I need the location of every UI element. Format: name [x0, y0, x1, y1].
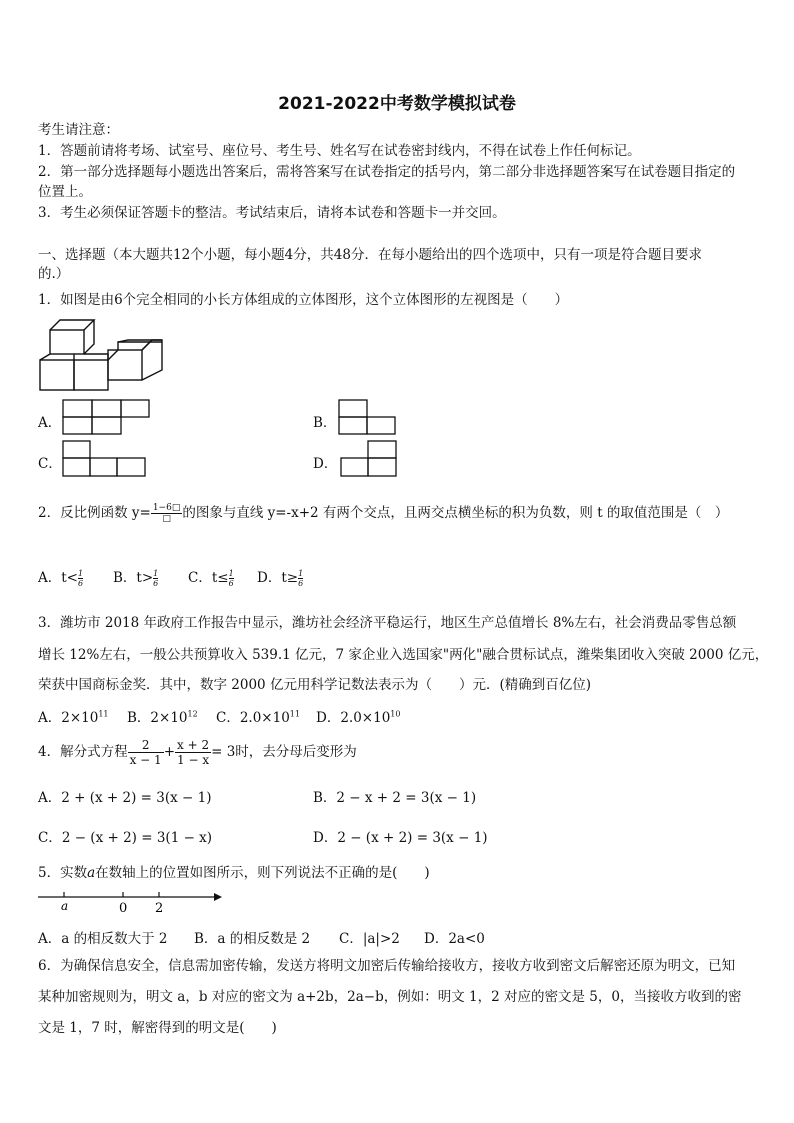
notice-heading: 考生请注意： — [38, 122, 119, 138]
q2-option-b-den: 6 — [153, 579, 159, 588]
q1-option-d-label[interactable]: D． — [313, 456, 338, 472]
notice-item-2-cont: 位置上。 — [38, 184, 92, 200]
q1-solid-figure — [38, 318, 164, 393]
q2-option-d[interactable] — [257, 566, 303, 588]
q5-axis-label-two: 2 — [155, 901, 164, 916]
q5-variable: a — [87, 865, 96, 881]
q3-option-d-exp: 10 — [390, 709, 401, 719]
q3-line3: 荣获中国商标金奖．其中，数字 2000 亿元用科学记数法表示为（ ）元．(精确到百亿位) — [38, 677, 591, 693]
q2-option-c-num: 1 — [228, 569, 234, 578]
q2-option-d-den: 6 — [298, 579, 304, 588]
q2-option-a-num: 1 — [78, 569, 84, 578]
q5-stem-pre: 5．实数 — [38, 865, 88, 881]
q4-plus: + — [163, 744, 175, 760]
q1-option-c-figure — [62, 440, 146, 477]
page-title: 2021-2022中考数学模拟试卷 — [278, 94, 516, 114]
q3-option-c-exp: 11 — [289, 709, 300, 719]
q2-option-c-fraction — [229, 569, 234, 588]
q2-option-a[interactable] — [38, 566, 83, 588]
q2-option-c-den: 6 — [228, 579, 234, 588]
q4-option-a[interactable]: A．2 + (x + 2) = 3(x − 1) — [38, 790, 212, 806]
q4-option-c[interactable]: C．2 − (x + 2) = 3(1 − x) — [38, 830, 213, 846]
q4-f2-num: x + 2 — [177, 738, 210, 752]
q4-fraction-2 — [175, 738, 211, 767]
q4-equals: = 3 — [211, 744, 236, 760]
q4-stem-post: 时，去分母后变形为 — [235, 744, 357, 760]
q4-stem — [38, 736, 357, 768]
notice-item-1: 1．答题前请将考场、试室号、座位号、考生号、姓名写在试卷密封线内，不得在试卷上作任何标记。 — [38, 143, 641, 159]
q2-option-b-fraction — [153, 569, 158, 588]
q2-option-b-num: 1 — [153, 569, 159, 578]
q5-stem — [38, 864, 430, 882]
q2-fraction — [151, 503, 183, 524]
section-heading-line2: 的.） — [38, 266, 70, 282]
q5-option-b[interactable]: B．a 的相反数是 2 — [194, 931, 311, 947]
section-heading-line1: 一、选择题（本大题共12个小题，每小题4分，共48分．在每小题给出的四个选项中，只有一项是符合题目要求 — [38, 247, 702, 263]
q2-option-a-label: A．t< — [38, 570, 78, 586]
q1-option-c-label[interactable]: C． — [38, 456, 62, 472]
q2-option-a-fraction — [78, 569, 83, 588]
q2-option-d-fraction — [298, 569, 303, 588]
q4-option-b[interactable]: B．2 − x + 2 = 3(x − 1) — [313, 790, 477, 806]
q1-stem: 1．如图是由6个完全相同的小长方体组成的立体图形，这个立体图形的左视图是（ ） — [38, 292, 569, 308]
q1-option-d-figure — [340, 440, 397, 477]
q3-option-c[interactable] — [216, 706, 300, 726]
q1-option-a-figure — [62, 399, 150, 435]
q2-stem-pre: 2．反比例函数 y= — [38, 505, 151, 521]
q3-option-b-exp: 12 — [187, 709, 198, 719]
q4-f2-den: 1 − x — [177, 753, 210, 767]
q6-line2: 某种加密规则为，明文 a，b 对应的密文为 a+2b，2a−b，例如：明文 1，2 对应的密文是 5，0，当接收方收到的密 — [38, 989, 742, 1005]
q5-axis-label-a: a — [61, 899, 69, 913]
q1-option-b-figure — [338, 399, 396, 435]
q1-option-a-label[interactable]: A． — [38, 415, 62, 431]
q3-option-b-label: B．2×10 — [127, 710, 188, 726]
q3-option-a-label: A．2×10 — [38, 710, 99, 726]
q2-option-d-label: D．t≥ — [257, 570, 299, 586]
q2-stem — [38, 503, 728, 524]
q4-f1-den: x − 1 — [129, 753, 162, 767]
q4-stem-pre: 4．解分式方程 — [38, 744, 128, 760]
q2-fraction-denominator: □ — [162, 514, 171, 524]
q4-f1-num: 2 — [128, 738, 164, 753]
q5-axis-label-zero: 0 — [119, 901, 128, 916]
q2-option-b[interactable] — [113, 566, 158, 588]
q3-line1: 3．潍坊市 2018 年政府工作报告中显示，潍坊社会经济平稳运行，地区生产总值增长 8%左右，社会消费品零售总额 — [38, 615, 737, 631]
q6-line3: 文是 1，7 时，解密得到的明文是( ) — [38, 1020, 277, 1036]
q4-option-d[interactable]: D．2 − (x + 2) = 3(x − 1) — [313, 830, 488, 846]
q2-option-c-label: C．t≤ — [188, 570, 229, 586]
q2-stem-post: 的图象与直线 y=-x+2 有两个交点，且两交点横坐标的积为负数，则 t 的取值范围是（ ） — [182, 505, 729, 521]
q1-option-b-label[interactable]: B． — [313, 415, 337, 431]
q5-stem-post: 在数轴上的位置如图所示，则下列说法不正确的是( ) — [95, 865, 430, 881]
q3-option-c-label: C．2.0×10 — [216, 710, 290, 726]
q2-option-c[interactable] — [188, 566, 234, 588]
q2-option-b-label: B．t> — [113, 570, 154, 586]
q3-option-d[interactable] — [316, 706, 400, 726]
q6-line1: 6．为确保信息安全，信息需加密传输，发送方将明文加密后传输给接收方，接收方收到密文后解密还原为明文，已知 — [38, 958, 736, 974]
q3-line2: 增长 12%左右，一般公共预算收入 539.1 亿元，7 家企业入选国家"两化"融合贯标试点，潍柴集团收入突破 2000 亿元， — [38, 647, 769, 663]
q2-option-a-den: 6 — [78, 579, 84, 588]
q3-option-a[interactable] — [38, 706, 109, 726]
q3-option-b[interactable] — [127, 706, 198, 726]
notice-item-2: 2．第一部分选择题每小题选出答案后，需将答案写在试卷指定的括号内，第二部分非选择题答案写在试卷题目指定的 — [38, 164, 736, 180]
q3-option-d-label: D．2.0×10 — [316, 710, 391, 726]
q5-option-c[interactable]: C．|a|>2 — [339, 931, 400, 947]
q4-fraction-1 — [128, 738, 164, 767]
q2-fraction-numerator: 1−6□ — [152, 503, 181, 513]
q5-option-d[interactable]: D．2a<0 — [424, 931, 485, 947]
notice-item-3: 3．考生必须保证答题卡的整洁。考试结束后，请将本试卷和答题卡一并交回。 — [38, 205, 506, 221]
q3-option-a-exp: 11 — [98, 709, 109, 719]
q2-option-d-num: 1 — [298, 569, 304, 578]
q5-option-a[interactable]: A．a 的相反数大于 2 — [38, 931, 168, 947]
q5-number-line — [38, 888, 224, 916]
